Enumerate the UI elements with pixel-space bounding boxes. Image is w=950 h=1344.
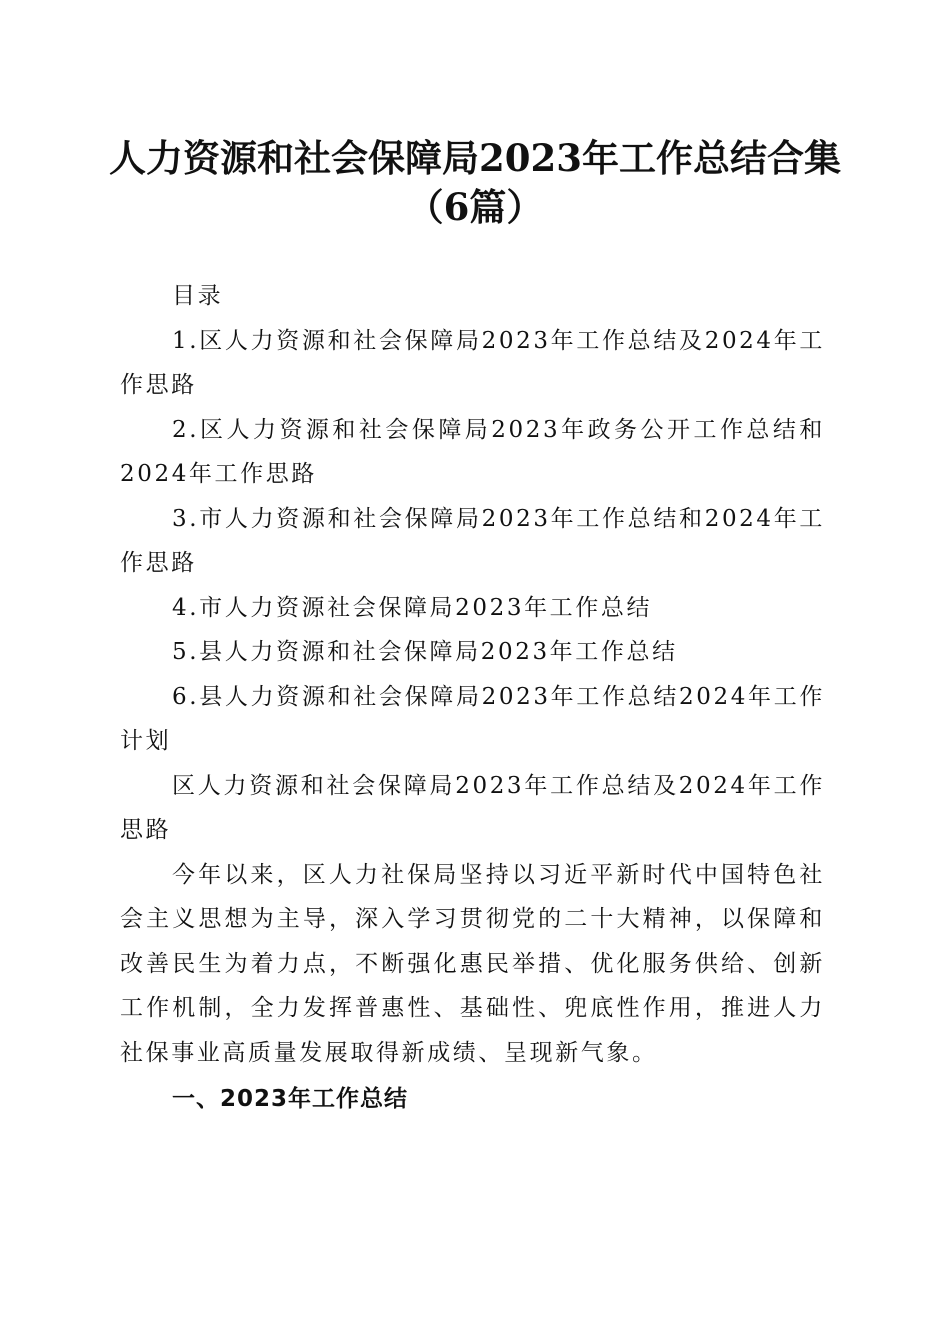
toc-label: 目录 — [172, 283, 224, 309]
toc-item-3: 3.市人力资源和社会保障局2023年工作总结和2024年工作思路 — [120, 505, 825, 576]
document-body — [120, 274, 825, 1122]
toc-item-5: 5.县人力资源和社会保障局2023年工作总结 — [172, 639, 678, 665]
toc-item-4: 4.市人力资源社会保障局2023年工作总结 — [172, 594, 653, 621]
toc-item-6: 6.县人力资源和社会保障局2023年工作总结2024年工作计划 — [120, 683, 825, 754]
article-title: 区人力资源和社会保障局2023年工作总结及2024年工作思路 — [120, 772, 825, 843]
toc-item-1: 1.区人力资源和社会保障局2023年工作总结及2024年工作思路 — [120, 327, 825, 398]
toc-item-2: 2.区人力资源和社会保障局2023年政务公开工作总结和2024年工作思路 — [120, 416, 825, 487]
intro-paragraph: 今年以来，区人力社保局坚持以习近平新时代中国特色社会主义思想为主导，深入学习贯彻党的二十大精神，以保障和改善民生为着力点，不断强化惠民举措、优化服务供给、创新工作机制，全力发挥普惠性、基础性、兜底性作用，推进人力社保事业高质量发展取得新成绩、呈现新气象。 — [120, 861, 825, 1066]
document-title: 人力资源和社会保障局2023年工作总结合集 — [109, 136, 841, 180]
section-heading: 一、2023年工作总结 — [172, 1086, 409, 1112]
document-subtitle: （6篇） — [406, 185, 544, 229]
